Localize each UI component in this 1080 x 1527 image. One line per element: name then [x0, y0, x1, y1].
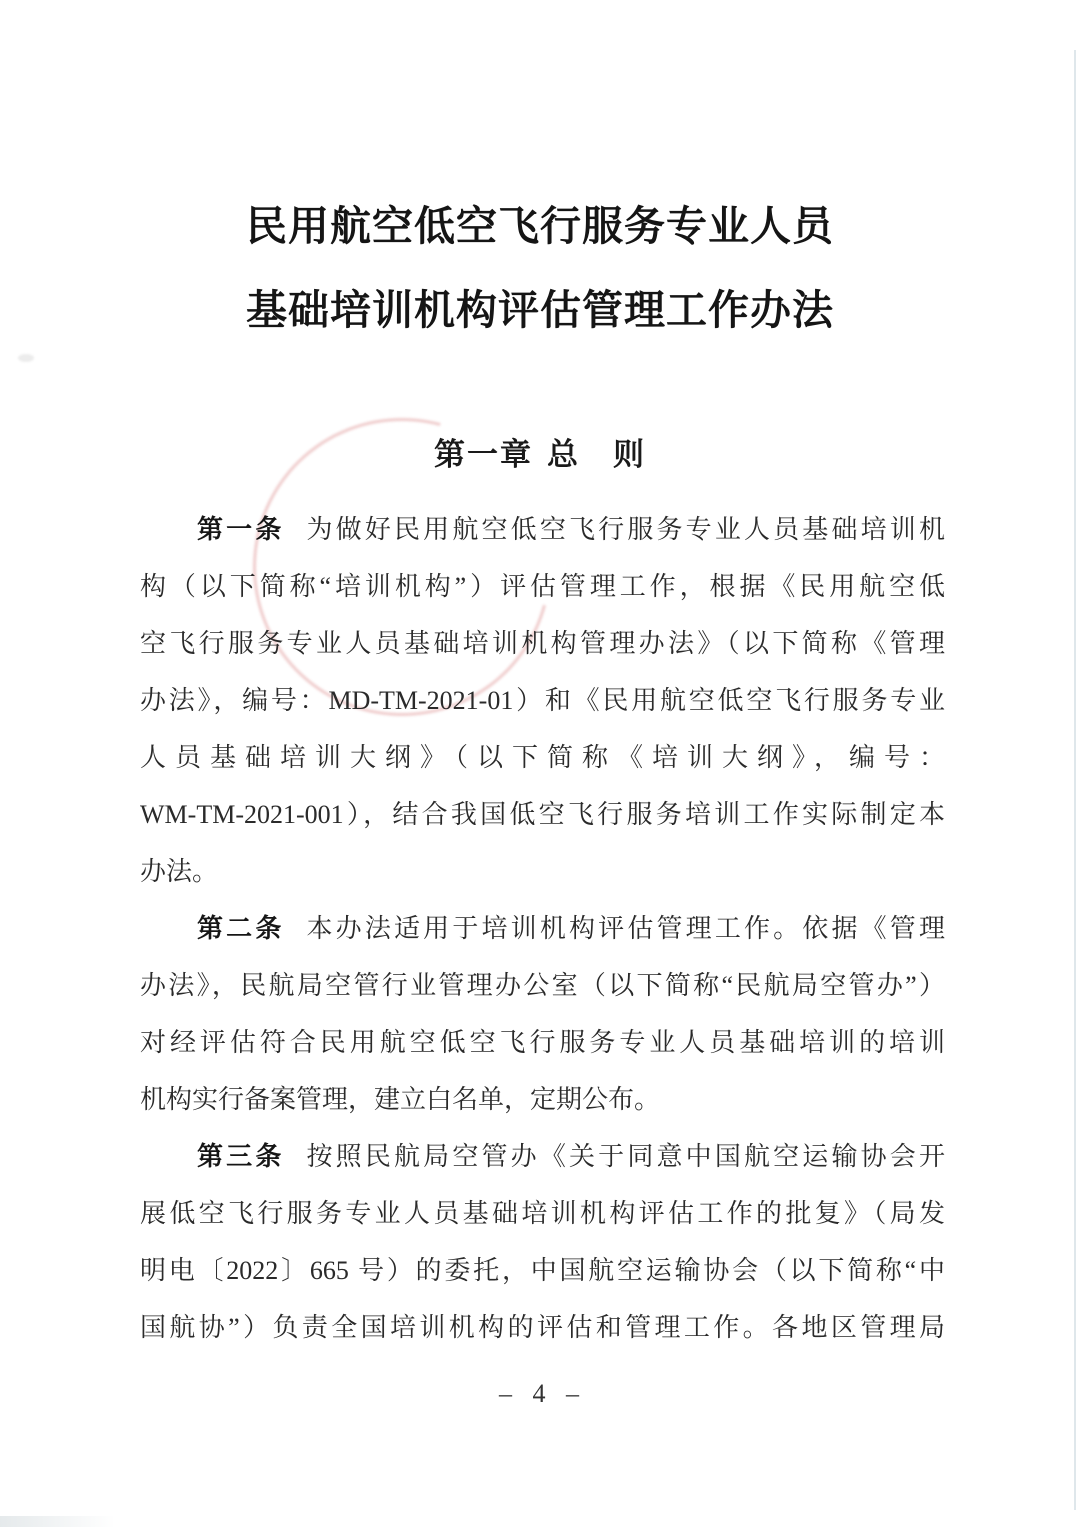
paragraph	[140, 1128, 945, 1356]
body-line: 人员基础培训大纲》（以下简称《培训大纲》，编号：	[140, 743, 945, 772]
chapter-heading	[0, 429, 1080, 481]
paragraph	[140, 900, 945, 1128]
page-number: – 4 –	[499, 1379, 581, 1408]
body-line: 办法》，编号：MD-TM-2021-01）和《民用航空低空飞行服务专业	[140, 686, 945, 715]
article-number: 第二条	[197, 913, 285, 943]
document-title-line: 民用航空低空飞行服务专业人员	[246, 203, 834, 249]
chapter-number: 第一章	[434, 437, 533, 472]
article-number: 第三条	[197, 1141, 285, 1171]
chapter-title: 总 则	[547, 437, 646, 472]
document-title-line: 基础培训机构评估管理工作办法	[246, 287, 834, 333]
scan-smudge-left	[18, 354, 34, 362]
document-title	[0, 184, 1080, 352]
body-line: 国航协”）负责全国培训机构的评估和管理工作。各地区管理局	[140, 1313, 945, 1342]
body-line: 明电〔2022〕665 号）的委托，中国航空运输协会（以下简称“中	[140, 1256, 945, 1285]
paragraph	[140, 501, 945, 900]
document-body	[140, 501, 945, 1356]
body-line: 展低空飞行服务专业人员基础培训机构评估工作的批复》（局发	[140, 1199, 945, 1228]
body-line: 第一条 为做好民用航空低空飞行服务专业人员基础培训机	[197, 514, 945, 544]
scan-smudge-bottom	[0, 1516, 115, 1527]
body-line: 办法。	[140, 857, 219, 886]
body-line: WM-TM-2021-001），结合我国低空飞行服务培训工作实际制定本	[140, 800, 945, 829]
body-line: 对经评估符合民用航空低空飞行服务专业人员基础培训的培训	[140, 1028, 945, 1057]
body-line: 机构实行备案管理，建立白名单，定期公布。	[140, 1085, 661, 1114]
article-number: 第一条	[197, 514, 285, 544]
body-line: 第二条 本办法适用于培训机构评估管理工作。依据《管理	[197, 913, 945, 943]
body-line: 空飞行服务专业人员基础培训机构管理办法》（以下简称《管理	[140, 629, 945, 658]
body-line: 第三条 按照民航局空管办《关于同意中国航空运输协会开	[197, 1141, 945, 1171]
body-line: 办法》，民航局空管行业管理办公室（以下简称“民航局空管办”）	[140, 971, 945, 1000]
body-line: 构（以下简称“培训机构”）评估管理工作，根据《民用航空低	[140, 572, 945, 601]
